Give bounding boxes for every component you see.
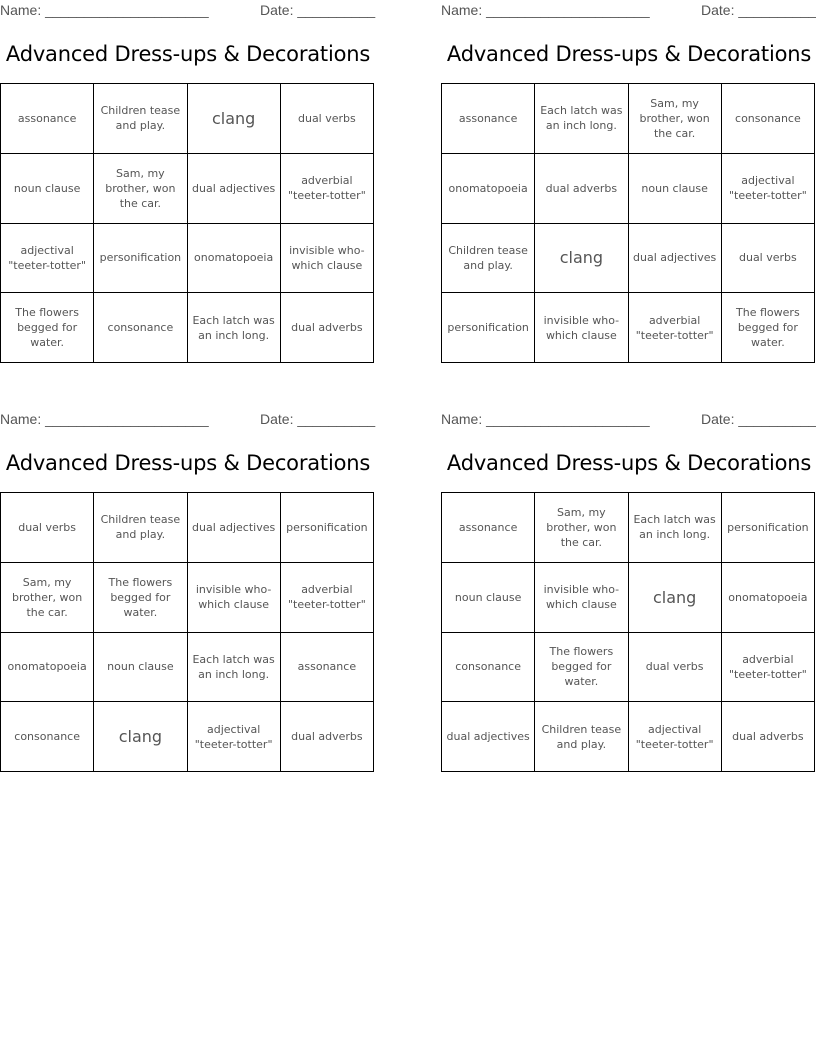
bingo-cell: onomatopoeia xyxy=(188,224,281,294)
bingo-cell: dual adjectives xyxy=(442,702,535,772)
card-title: Advanced Dress-ups & Decorations xyxy=(446,451,812,475)
bingo-cell: onomatopoeia xyxy=(722,563,815,633)
bingo-cell: assonance xyxy=(281,633,374,703)
bingo-cell: clang xyxy=(629,563,722,633)
bingo-cell: Sam, my brother, won the car. xyxy=(535,493,628,563)
bingo-cell: dual adverbs xyxy=(722,702,815,772)
bingo-cell: assonance xyxy=(442,84,535,154)
bingo-cell: consonance xyxy=(94,293,187,363)
bingo-cell: adverbial "teeter-totter" xyxy=(281,154,374,224)
bingo-cell: adverbial "teeter-totter" xyxy=(629,293,722,363)
bingo-cell: Children tease and play. xyxy=(94,493,187,563)
name-field-label: Name: _____________________ xyxy=(0,2,209,18)
name-field-label: Name: _____________________ xyxy=(441,2,650,18)
bingo-cell: dual verbs xyxy=(629,633,722,703)
card-title: Advanced Dress-ups & Decorations xyxy=(5,42,371,66)
bingo-cell: Each latch was an inch long. xyxy=(188,633,281,703)
bingo-cell: Children tease and play. xyxy=(94,84,187,154)
bingo-cell: personification xyxy=(442,293,535,363)
name-date-line xyxy=(0,2,376,20)
bingo-cell: onomatopoeia xyxy=(1,633,94,703)
bingo-cell: adverbial "teeter-totter" xyxy=(722,633,815,703)
bingo-cell: The flowers begged for water. xyxy=(722,293,815,363)
bingo-cell: Each latch was an inch long. xyxy=(188,293,281,363)
date-field-label: Date: __________ xyxy=(701,411,816,427)
bingo-cell: Sam, my brother, won the car. xyxy=(94,154,187,224)
bingo-cell: dual adjectives xyxy=(188,493,281,563)
bingo-cell: dual adverbs xyxy=(281,702,374,772)
bingo-cell: invisible who-which clause xyxy=(281,224,374,294)
bingo-cell: Sam, my brother, won the car. xyxy=(629,84,722,154)
bingo-cell: assonance xyxy=(1,84,94,154)
bingo-cell: dual adverbs xyxy=(281,293,374,363)
bingo-cell: consonance xyxy=(1,702,94,772)
bingo-cell: Each latch was an inch long. xyxy=(629,493,722,563)
bingo-cell: clang xyxy=(188,84,281,154)
bingo-cell: adjectival "teeter-totter" xyxy=(722,154,815,224)
bingo-cell: assonance xyxy=(442,493,535,563)
bingo-cell: onomatopoeia xyxy=(442,154,535,224)
bingo-cell: The flowers begged for water. xyxy=(535,633,628,703)
bingo-cell: noun clause xyxy=(1,154,94,224)
bingo-cell: Children tease and play. xyxy=(442,224,535,294)
bingo-cell: personification xyxy=(722,493,815,563)
bingo-grid xyxy=(0,492,374,772)
bingo-cell: clang xyxy=(535,224,628,294)
bingo-cell: noun clause xyxy=(629,154,722,224)
name-date-line xyxy=(0,411,376,429)
card-title: Advanced Dress-ups & Decorations xyxy=(5,451,371,475)
bingo-cell: consonance xyxy=(442,633,535,703)
bingo-cell: invisible who-which clause xyxy=(535,563,628,633)
bingo-cell: dual verbs xyxy=(281,84,374,154)
bingo-grid xyxy=(441,492,815,772)
bingo-cell: adjectival "teeter-totter" xyxy=(1,224,94,294)
bingo-cell: dual adjectives xyxy=(188,154,281,224)
date-field-label: Date: __________ xyxy=(260,2,376,18)
name-field-label: Name: _____________________ xyxy=(0,411,209,427)
name-field-label: Name: _____________________ xyxy=(441,411,650,427)
card-title: Advanced Dress-ups & Decorations xyxy=(446,42,812,66)
bingo-cell: Sam, my brother, won the car. xyxy=(1,563,94,633)
bingo-cell: The flowers begged for water. xyxy=(1,293,94,363)
bingo-cell: Each latch was an inch long. xyxy=(535,84,628,154)
bingo-grid xyxy=(441,83,815,363)
bingo-cell: consonance xyxy=(722,84,815,154)
bingo-cell: noun clause xyxy=(94,633,187,703)
bingo-grid xyxy=(0,83,374,363)
bingo-cell: personification xyxy=(281,493,374,563)
bingo-cell: adverbial "teeter-totter" xyxy=(281,563,374,633)
date-field-label: Date: __________ xyxy=(260,411,376,427)
bingo-cell: dual verbs xyxy=(1,493,94,563)
name-date-line xyxy=(441,411,816,429)
bingo-cell: Children tease and play. xyxy=(535,702,628,772)
bingo-cell: clang xyxy=(94,702,187,772)
bingo-cell: adjectival "teeter-totter" xyxy=(629,702,722,772)
bingo-cell: adjectival "teeter-totter" xyxy=(188,702,281,772)
date-field-label: Date: __________ xyxy=(701,2,816,18)
bingo-cell: The flowers begged for water. xyxy=(94,563,187,633)
bingo-cell: dual verbs xyxy=(722,224,815,294)
bingo-cell: noun clause xyxy=(442,563,535,633)
bingo-cell: dual adverbs xyxy=(535,154,628,224)
bingo-cell: dual adjectives xyxy=(629,224,722,294)
bingo-cell: personification xyxy=(94,224,187,294)
name-date-line xyxy=(441,2,816,20)
bingo-cell: invisible who-which clause xyxy=(535,293,628,363)
bingo-cell: invisible who-which clause xyxy=(188,563,281,633)
